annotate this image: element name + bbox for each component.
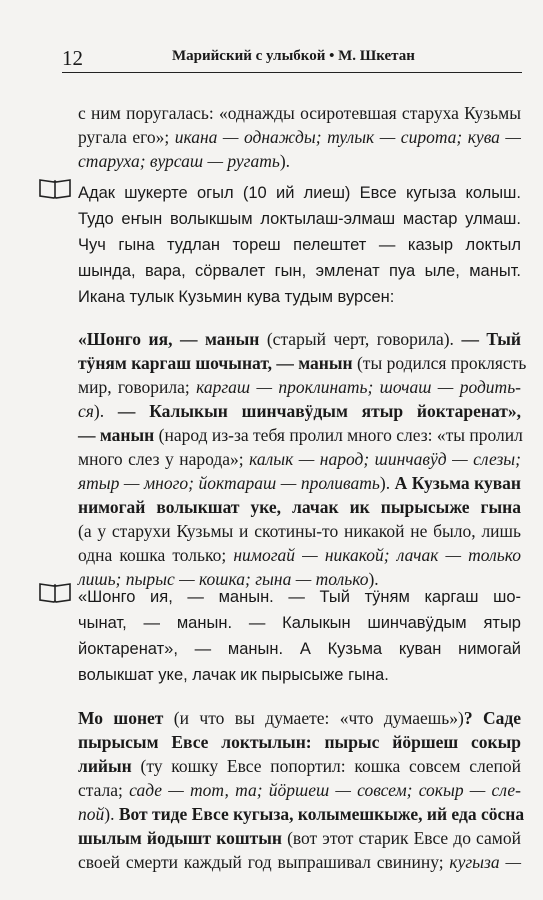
text-run: своей смерти каждый год выпрашивал свинину;: [78, 852, 450, 872]
text-run: ).: [379, 473, 395, 493]
text-run: стала;: [78, 780, 130, 800]
text-line: [78, 207, 521, 231]
text-line: [78, 327, 521, 351]
text-run: Вот тиде Евсе кугыза, колымешкыже, ий еда сӧсна: [118, 804, 525, 824]
text-run: (и что вы думаете: «что думаешь»): [163, 708, 464, 728]
text-run: саде — тот, та; йӧршеш — совсем; сокыр — сле-: [129, 780, 521, 800]
running-title: Марийский с улыбкой • М. Шкетан: [172, 48, 415, 64]
text-line: [78, 149, 521, 173]
text-run: лийын: [78, 756, 132, 776]
text-run: калык — народ; шинчавӱд — слезы;: [249, 449, 521, 469]
text-run: Икана тулык Кузьмин кува тудым вурсен:: [78, 288, 395, 306]
text-run: каргаш — проклинать; шочаш — родить-: [196, 377, 521, 397]
text-run: ).: [104, 804, 119, 824]
text-line: [78, 826, 521, 850]
text-run: нимогай — никакой; лачак — только: [233, 545, 521, 565]
text-line: [78, 585, 521, 609]
text-run: (ту кошку Евсе попортил: кошка совсем слепой: [131, 756, 521, 776]
text-line: [78, 778, 521, 802]
text-run: ).: [279, 151, 291, 171]
text-run: пырысым Евсе локтылын: пырыс йӧршеш сокыр: [78, 732, 521, 752]
text-line: [78, 637, 521, 661]
text-run: Адак шукерте огыл (10 ий лиеш) Евсе кугыза колыш.: [78, 184, 521, 202]
text-run: икана — однажды; тулык — сирота; кува —: [174, 127, 521, 147]
text-run: — манын: [78, 425, 155, 445]
text-run: ).: [368, 569, 379, 589]
text-run: нимогай волыкшат уке, лачак ик пырысыже гына: [78, 497, 521, 517]
text-run: Тудо еҥын волыкшым локтылаш-элмаш мастар улмаш.: [78, 210, 521, 228]
text-line: [78, 730, 521, 754]
text-run: лишь; пырыс — кошка; гына — только: [78, 569, 369, 589]
text-line: [78, 233, 521, 257]
text-line: [78, 447, 521, 471]
text-line: [78, 259, 521, 283]
text-run: чынат, — манын. — Калыкын шинчавӱдым ятыр: [78, 614, 521, 632]
text-run: пой: [78, 804, 105, 824]
text-run: одна кошка только;: [78, 545, 234, 565]
text-run: (народ из-за тебя пролил много слез: «ты пролил: [154, 425, 523, 445]
text-line: [78, 519, 521, 543]
text-line: [78, 495, 521, 519]
text-line: [78, 423, 521, 447]
text-run: (вот этот старик Евсе до самой: [281, 828, 521, 848]
text-line: [78, 471, 521, 495]
text-run: шылым йодышт коштын: [78, 828, 282, 848]
text-line: [78, 754, 521, 778]
text-line: [78, 850, 521, 874]
text-run: ся: [78, 401, 94, 421]
text-line: [78, 101, 521, 125]
text-run: старуха; вурсаш — ругать: [78, 151, 280, 171]
text-run: много слез у народа»;: [78, 449, 250, 469]
text-line: [78, 285, 521, 309]
text-run: (ты родился проклясть: [352, 353, 527, 373]
book-icon: [38, 177, 72, 199]
text-line: [78, 125, 521, 149]
text-run: мир, говорила;: [78, 377, 197, 397]
text-run: «Шонго ия, — манын: [78, 329, 260, 349]
text-run: — Тый: [461, 329, 521, 349]
text-run: «Шонго ия, — манын. — Тый тӱням каргаш шо-: [78, 588, 521, 606]
text-run: ругала его»;: [78, 127, 175, 147]
text-run: волыкшат уке, лачак ик пырысыже гына.: [78, 666, 389, 684]
text-run: кугыза —: [449, 852, 521, 872]
text-run: ятыр — много; йоктараш — проливать: [78, 473, 380, 493]
page-number: 12: [62, 46, 83, 70]
text-run: шында, вара, сӧрвалет гын, эмленат пуа ыле, маныт.: [78, 262, 521, 280]
book-icon: [38, 581, 72, 603]
text-run: тӱням каргаш шочынат, — манын: [78, 353, 353, 373]
text-run: Чуч гына тудлан тореш пелештет — казыр локтыл: [78, 236, 521, 254]
text-line: [78, 543, 521, 567]
text-line: [78, 375, 521, 399]
text-line: [78, 611, 521, 635]
text-line: [78, 399, 521, 423]
text-line: [78, 181, 521, 205]
text-run: ? Саде: [463, 708, 521, 728]
text-line: [78, 802, 525, 826]
text-run: (старый черт, говорила).: [259, 329, 462, 349]
text-line: [78, 663, 521, 687]
text-run: с ним поругалась: «однажды осиротевшая старуха Кузьмы: [78, 103, 521, 123]
text-line: [78, 351, 527, 375]
text-run: (а у старухи Кузьмы и скотины-то никакой не было, лишь: [78, 521, 521, 541]
text-run: ).: [93, 401, 118, 421]
text-run: А Кузьма куван: [394, 473, 522, 493]
text-line: [78, 706, 521, 730]
text-run: йоктаренат», — манын. А Кузьма куван нимогай: [78, 640, 521, 658]
text-run: — Калыкын шинчавӱдым ятыр йоктаренат»,: [117, 401, 521, 421]
text-run: Мо шонет: [78, 708, 164, 728]
